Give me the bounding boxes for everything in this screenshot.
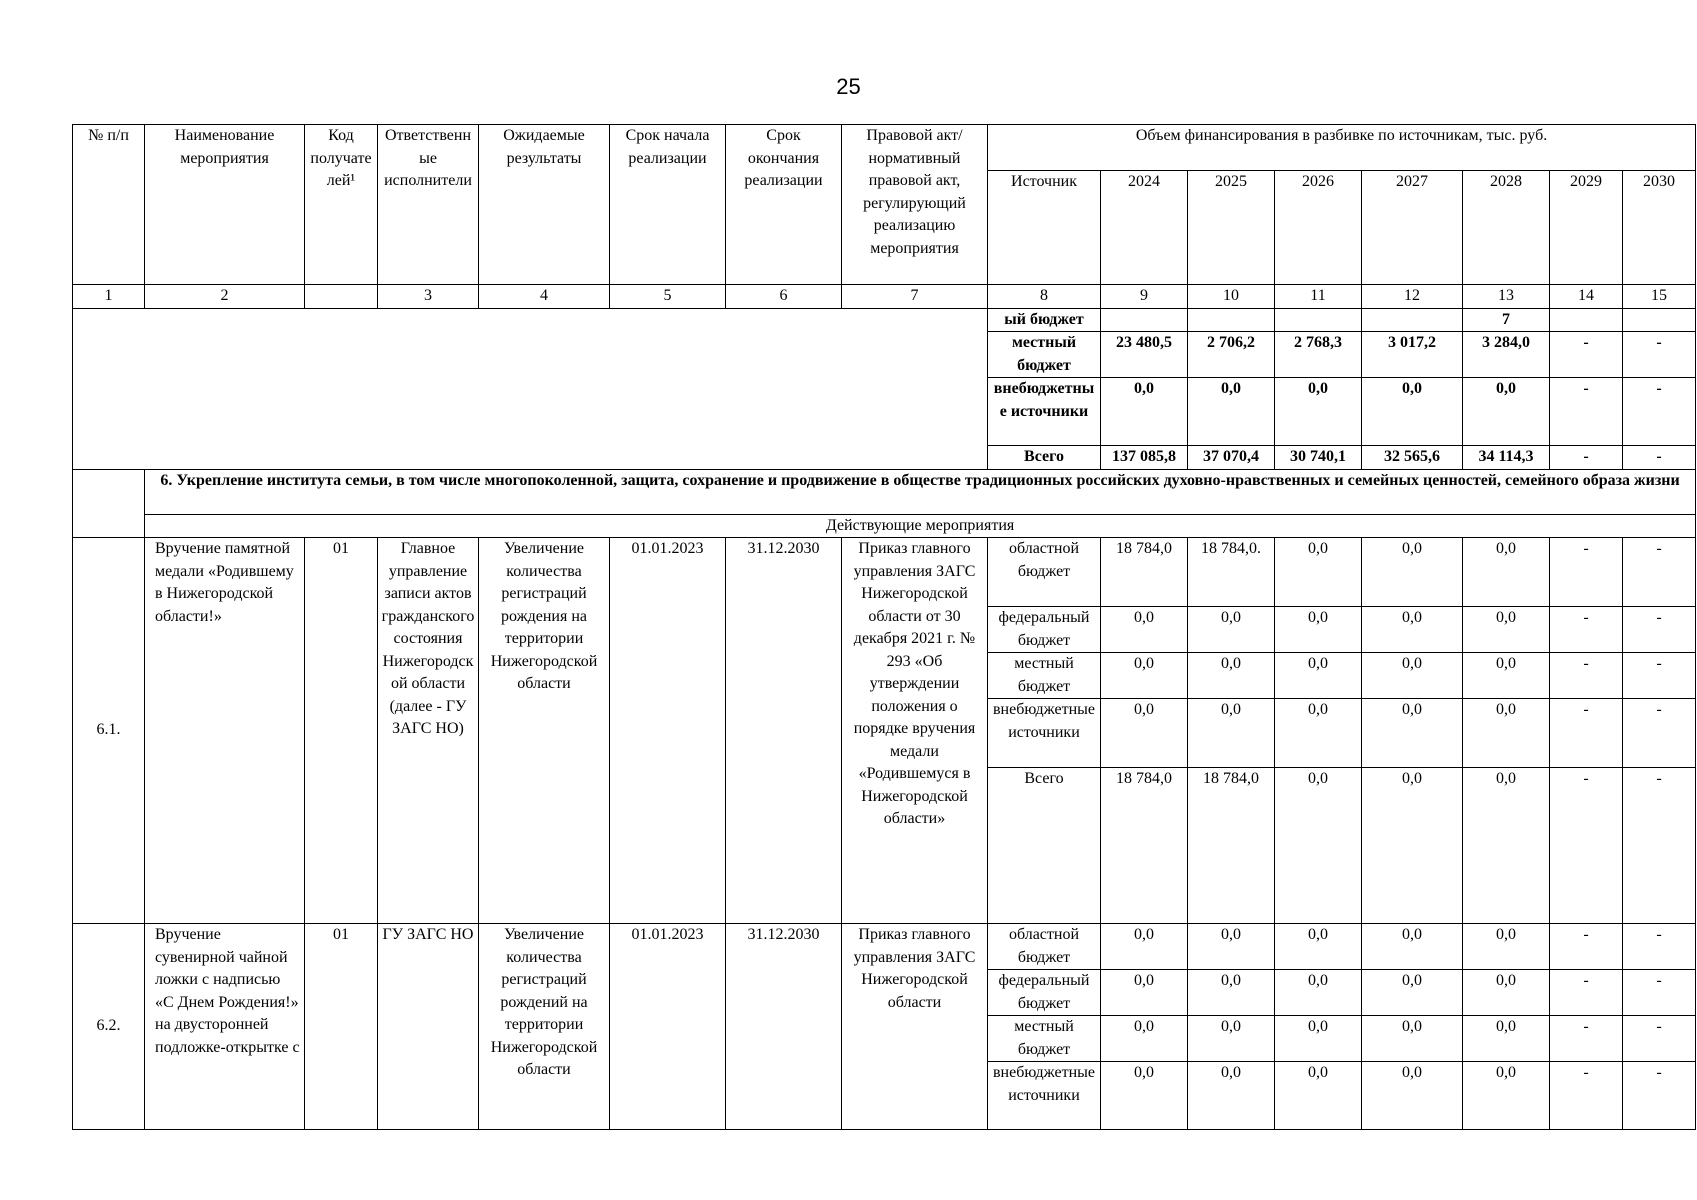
source-cell: областной бюджет bbox=[988, 924, 1101, 970]
item-code: 01 bbox=[305, 924, 378, 1130]
source-cell: федеральный бюджет bbox=[988, 970, 1101, 1016]
column-number: 6 bbox=[726, 285, 842, 309]
column-number: 7 bbox=[842, 285, 988, 309]
header-name: Наименование мероприятия bbox=[145, 125, 305, 285]
column-number: 15 bbox=[1623, 285, 1696, 309]
section-row bbox=[73, 469, 1696, 514]
value-cell bbox=[1550, 308, 1623, 332]
header-source: Источник bbox=[988, 171, 1101, 285]
value-cell: - bbox=[1550, 1062, 1623, 1130]
value-cell: - bbox=[1550, 332, 1623, 378]
subsection-title: Действующие мероприятия bbox=[145, 514, 1696, 538]
header-year: 2025 bbox=[1188, 171, 1275, 285]
section-num-blank bbox=[73, 469, 145, 538]
value-cell: 2 706,2 bbox=[1188, 332, 1275, 378]
value-cell: 0,0 bbox=[1362, 699, 1463, 768]
item-expected: Увеличение количества регистраций рождения на территории Нижегородской области bbox=[479, 538, 610, 924]
value-cell: - bbox=[1623, 332, 1696, 378]
item-responsible: Главное управление записи актов гражданского состояния Нижегородской области (далее - ГУ ЗАГС НО) bbox=[378, 538, 479, 924]
source-cell: внебюджетные источники bbox=[988, 699, 1101, 768]
item-expected: Увеличение количества регистраций рождений на территории Нижегородской области bbox=[479, 924, 610, 1130]
value-cell: - bbox=[1623, 1016, 1696, 1062]
value-cell bbox=[1188, 308, 1275, 332]
item-number: 6.1. bbox=[73, 538, 145, 924]
header-year: 2024 bbox=[1101, 171, 1188, 285]
column-number: 2 bbox=[145, 285, 305, 309]
header-year: 2026 bbox=[1275, 171, 1362, 285]
header-year: 2027 bbox=[1362, 171, 1463, 285]
item-end: 31.12.2030 bbox=[726, 538, 842, 924]
item-name: Вручение памятной медали «Родившему в Нижегородской области!» bbox=[145, 538, 305, 924]
value-cell: - bbox=[1550, 1016, 1623, 1062]
source-cell: внебюджетные источники bbox=[988, 1062, 1101, 1130]
value-cell: - bbox=[1623, 970, 1696, 1016]
header-code: Код получателей¹ bbox=[305, 125, 378, 285]
value-cell: 0,0 bbox=[1463, 768, 1550, 924]
section-title: 6. Укрепление института семьи, в том числе многопоколенной, защита, сохранение и продвижение в обществе традиционных российских духовно-нравственных и семейных ценностей, семейного образа жизни bbox=[145, 469, 1696, 514]
value-cell: 0,0 bbox=[1463, 970, 1550, 1016]
value-cell: 37 070,4 bbox=[1188, 446, 1275, 470]
value-cell: 0,0 bbox=[1101, 970, 1188, 1016]
value-cell: 0,0 bbox=[1362, 768, 1463, 924]
page-number: 25 bbox=[836, 74, 861, 99]
value-cell: - bbox=[1550, 699, 1623, 768]
value-cell: 0,0 bbox=[1275, 538, 1362, 607]
source-cell: областной бюджет bbox=[988, 538, 1101, 607]
column-number: 10 bbox=[1188, 285, 1275, 309]
value-cell: 0,0 bbox=[1463, 699, 1550, 768]
value-cell: 0,0 bbox=[1101, 378, 1188, 446]
value-cell: 0,0 bbox=[1362, 924, 1463, 970]
value-cell: 0,0 bbox=[1275, 378, 1362, 446]
value-cell: 0,0 bbox=[1463, 378, 1550, 446]
value-cell: 0,0 bbox=[1101, 924, 1188, 970]
value-cell: 0,0 bbox=[1188, 699, 1275, 768]
value-cell: 18 784,0 bbox=[1101, 768, 1188, 924]
value-cell bbox=[1623, 308, 1696, 332]
value-cell: - bbox=[1550, 446, 1623, 470]
value-cell: 0,0 bbox=[1362, 538, 1463, 607]
value-cell: 23 480,5 bbox=[1101, 332, 1188, 378]
header-expected: Ожидаемые результаты bbox=[479, 125, 610, 285]
value-cell bbox=[1101, 308, 1188, 332]
value-cell: 0,0 bbox=[1275, 607, 1362, 653]
header-legal-act: Правовой акт/нормативный правовой акт, регулирующий реализацию мероприятия bbox=[842, 125, 988, 285]
value-cell: - bbox=[1623, 768, 1696, 924]
column-number: 3 bbox=[378, 285, 479, 309]
value-cell: 0,0 bbox=[1463, 1062, 1550, 1130]
value-cell: - bbox=[1550, 538, 1623, 607]
item-row bbox=[73, 538, 1696, 607]
value-cell: 0,0 bbox=[1101, 653, 1188, 699]
value-cell: 0,0 bbox=[1362, 1062, 1463, 1130]
item-row bbox=[73, 924, 1696, 970]
item-legal-act: Приказ главного управления ЗАГС Нижегородской области bbox=[842, 924, 988, 1130]
value-cell: 0,0 bbox=[1275, 1062, 1362, 1130]
value-cell: 0,0 bbox=[1101, 1062, 1188, 1130]
header-responsible: Ответственные исполнители bbox=[378, 125, 479, 285]
source-cell: местный бюджет bbox=[988, 1016, 1101, 1062]
value-cell: 0,0 bbox=[1101, 699, 1188, 768]
column-number: 4 bbox=[479, 285, 610, 309]
value-cell: 30 740,1 bbox=[1275, 446, 1362, 470]
value-cell: - bbox=[1623, 607, 1696, 653]
value-cell: 18 784,0 bbox=[1101, 538, 1188, 607]
value-cell: 0,0 bbox=[1362, 378, 1463, 446]
item-code: 01 bbox=[305, 538, 378, 924]
source-cell: Всего bbox=[988, 446, 1101, 470]
header-year: 2028 bbox=[1463, 171, 1550, 285]
source-cell: федеральный бюджет bbox=[988, 607, 1101, 653]
column-number: 5 bbox=[610, 285, 726, 309]
value-cell: 0,0 bbox=[1463, 607, 1550, 653]
column-number: 8 bbox=[988, 285, 1101, 309]
value-cell: - bbox=[1623, 699, 1696, 768]
item-legal-act: Приказ главного управления ЗАГС Нижегородской области от 30 декабря 2021 г. № 293 «Об утверждении положения о порядке вручения медали «Родившемуся в Нижегородской области» bbox=[842, 538, 988, 924]
column-number: 13 bbox=[1463, 285, 1550, 309]
header-num: № п/п bbox=[73, 125, 145, 285]
value-cell: - bbox=[1550, 607, 1623, 653]
value-cell: 0,0 bbox=[1463, 538, 1550, 607]
value-cell: 0,0 bbox=[1362, 1016, 1463, 1062]
value-cell: 7 bbox=[1463, 308, 1550, 332]
source-cell: местный бюджет bbox=[988, 332, 1101, 378]
value-cell: 0,0 bbox=[1275, 1016, 1362, 1062]
value-cell: 0,0 bbox=[1362, 607, 1463, 653]
column-number: 12 bbox=[1362, 285, 1463, 309]
carryover-row bbox=[73, 308, 1696, 332]
value-cell: - bbox=[1623, 653, 1696, 699]
item-start: 01.01.2023 bbox=[610, 924, 726, 1130]
funding-table bbox=[72, 124, 1696, 1130]
source-cell: местный бюджет bbox=[988, 653, 1101, 699]
source-cell: Всего bbox=[988, 768, 1101, 924]
value-cell: 0,0 bbox=[1188, 1062, 1275, 1130]
value-cell: - bbox=[1623, 446, 1696, 470]
item-name: Вручение сувенирной чайной ложки с надписью «С Днем Рождения!» на двусторонней подложке-открытке с bbox=[145, 924, 305, 1130]
item-start: 01.01.2023 bbox=[610, 538, 726, 924]
value-cell: - bbox=[1623, 378, 1696, 446]
value-cell bbox=[1362, 308, 1463, 332]
value-cell: - bbox=[1550, 768, 1623, 924]
column-number bbox=[305, 285, 378, 309]
value-cell: 0,0 bbox=[1188, 607, 1275, 653]
value-cell: 34 114,3 bbox=[1463, 446, 1550, 470]
value-cell: - bbox=[1623, 538, 1696, 607]
value-cell: - bbox=[1550, 924, 1623, 970]
value-cell: 2 768,3 bbox=[1275, 332, 1362, 378]
column-number-row bbox=[73, 285, 1696, 309]
header-end: Срок окончания реализации bbox=[726, 125, 842, 285]
header-year: 2029 bbox=[1550, 171, 1623, 285]
value-cell: - bbox=[1623, 924, 1696, 970]
value-cell: 0,0 bbox=[1463, 653, 1550, 699]
value-cell: 0,0 bbox=[1275, 970, 1362, 1016]
header-funding: Объем финансирования в разбивке по источникам, тыс. руб. bbox=[988, 125, 1696, 171]
subsection-row bbox=[73, 514, 1696, 538]
value-cell: 0,0 bbox=[1275, 768, 1362, 924]
value-cell: 0,0 bbox=[1362, 970, 1463, 1016]
value-cell: 0,0 bbox=[1463, 924, 1550, 970]
value-cell: 0,0 bbox=[1463, 1016, 1550, 1062]
source-cell: внебюджетные источники bbox=[988, 378, 1101, 446]
column-number: 11 bbox=[1275, 285, 1362, 309]
source-cell: ый бюджет bbox=[988, 308, 1101, 332]
header-year: 2030 bbox=[1623, 171, 1696, 285]
value-cell: 0,0 bbox=[1101, 607, 1188, 653]
value-cell: 0,0 bbox=[1101, 1016, 1188, 1062]
value-cell: 0,0 bbox=[1275, 699, 1362, 768]
header-start: Срок начала реализации bbox=[610, 125, 726, 285]
column-number: 1 bbox=[73, 285, 145, 309]
value-cell: 0,0 bbox=[1188, 378, 1275, 446]
value-cell: 0,0 bbox=[1275, 653, 1362, 699]
value-cell: - bbox=[1623, 1062, 1696, 1130]
value-cell: 32 565,6 bbox=[1362, 446, 1463, 470]
value-cell: - bbox=[1550, 378, 1623, 446]
column-number: 14 bbox=[1550, 285, 1623, 309]
value-cell: 0,0 bbox=[1188, 653, 1275, 699]
value-cell: 3 284,0 bbox=[1463, 332, 1550, 378]
value-cell: 18 784,0 bbox=[1188, 768, 1275, 924]
item-number: 6.2. bbox=[73, 924, 145, 1130]
value-cell: 0,0 bbox=[1275, 924, 1362, 970]
value-cell: 0,0 bbox=[1188, 924, 1275, 970]
item-end: 31.12.2030 bbox=[726, 924, 842, 1130]
value-cell: 0,0 bbox=[1362, 653, 1463, 699]
column-number: 9 bbox=[1101, 285, 1188, 309]
value-cell: 3 017,2 bbox=[1362, 332, 1463, 378]
item-responsible: ГУ ЗАГС НО bbox=[378, 924, 479, 1130]
header-row bbox=[73, 125, 1696, 171]
value-cell: 0,0 bbox=[1188, 1016, 1275, 1062]
value-cell: 18 784,0. bbox=[1188, 538, 1275, 607]
value-cell bbox=[1275, 308, 1362, 332]
carryover-blank bbox=[73, 308, 988, 469]
value-cell: 137 085,8 bbox=[1101, 446, 1188, 470]
value-cell: 0,0 bbox=[1188, 970, 1275, 1016]
value-cell: - bbox=[1550, 970, 1623, 1016]
value-cell: - bbox=[1550, 653, 1623, 699]
